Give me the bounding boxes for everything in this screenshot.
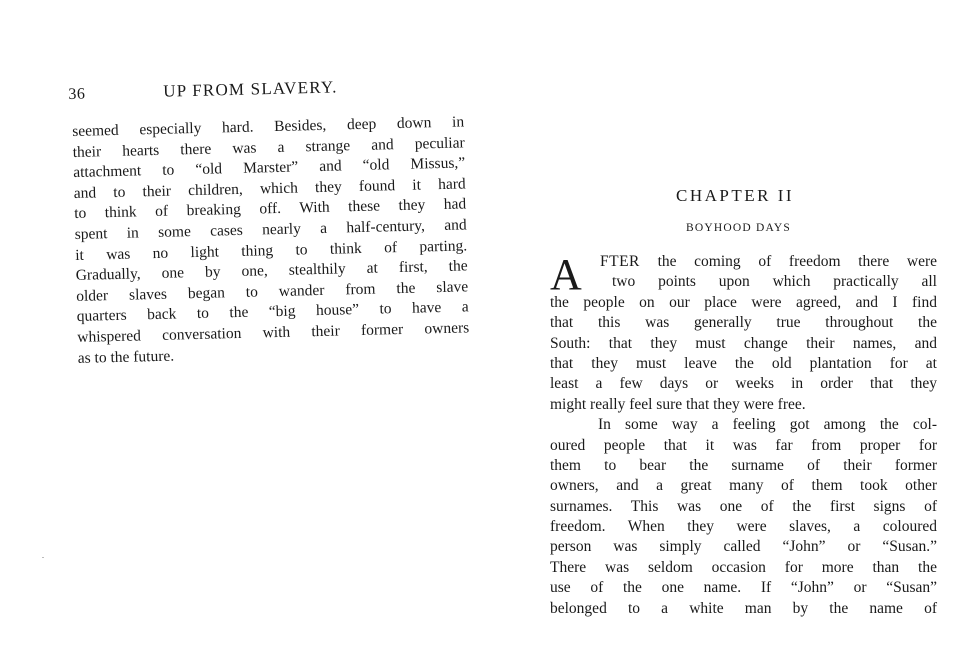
first-line-tail: the coming of freedom there were	[639, 253, 937, 270]
text-line: There was seldom occasion for more than the	[550, 558, 937, 576]
text-line: that they must leave the old plantation for at	[550, 354, 937, 372]
text-line: attachment to “old Marster” and “old Missus,”	[73, 154, 466, 182]
text-line: belonged to a white man by the name of	[550, 599, 937, 617]
text-line: Gradually, one by one, stealthily at first, the	[75, 257, 468, 285]
text-line: the people on our place were agreed, and I find	[550, 293, 937, 311]
text-line: two points upon which practically all	[612, 273, 937, 291]
text-line: as to the future.	[77, 347, 175, 367]
text-line: might really feel sure that they were free.	[550, 395, 806, 413]
text-line: whispered conversation with their former owners	[77, 319, 470, 346]
left-page-body	[72, 112, 470, 369]
text-line: older slaves began to wander from the slave	[76, 278, 469, 305]
text-line: their hearts there was a strange and peculiar	[72, 134, 465, 161]
text-line: In some way a feeling got among the col-	[598, 416, 937, 434]
right-page-body	[550, 252, 937, 619]
page-header	[68, 70, 469, 106]
text-line: them to bear the surname of their former	[550, 456, 937, 474]
text-line: person was simply called “John” or “Susan.”	[550, 538, 937, 556]
text-line: freedom. When they were slaves, a coloured	[550, 518, 937, 536]
text-line: use of the one name. If “John” or “Susan”	[550, 579, 937, 597]
text-line: it was no light thing to think of parting.	[75, 236, 468, 264]
text-line	[550, 252, 937, 272]
text-line: to think of breaking off. With these they had	[74, 195, 467, 223]
right-page	[490, 0, 980, 662]
text-line: least a few days or weeks in order that they	[550, 375, 937, 393]
text-line: and to their children, which they found it hard	[73, 175, 466, 202]
first-word-rest: FTER	[600, 253, 640, 270]
text-line: surnames. This was one of the first signs of	[550, 497, 937, 515]
text-line: seemed especially hard. Besides, deep down in	[72, 113, 465, 140]
text-line: spent in some cases nearly a half-century, and	[74, 216, 467, 243]
scan-speck	[42, 557, 44, 558]
chapter-subtitle: BOYHOOD DAYS	[686, 222, 792, 234]
running-title: UP FROM SLAVERY.	[163, 77, 338, 101]
drop-cap: A	[550, 250, 582, 299]
chapter-title: CHAPTER II	[676, 186, 795, 205]
text-line: quarters back to the “big house” to have a	[76, 298, 469, 326]
text-line: South: that they must change their names, and	[550, 334, 937, 352]
text-line: oured people that it was far from proper for	[550, 436, 937, 454]
text-line: owners, and a great many of them took other	[550, 477, 937, 495]
text-line: that this was generally true throughout the	[550, 314, 937, 332]
page-number: 36	[68, 85, 86, 103]
